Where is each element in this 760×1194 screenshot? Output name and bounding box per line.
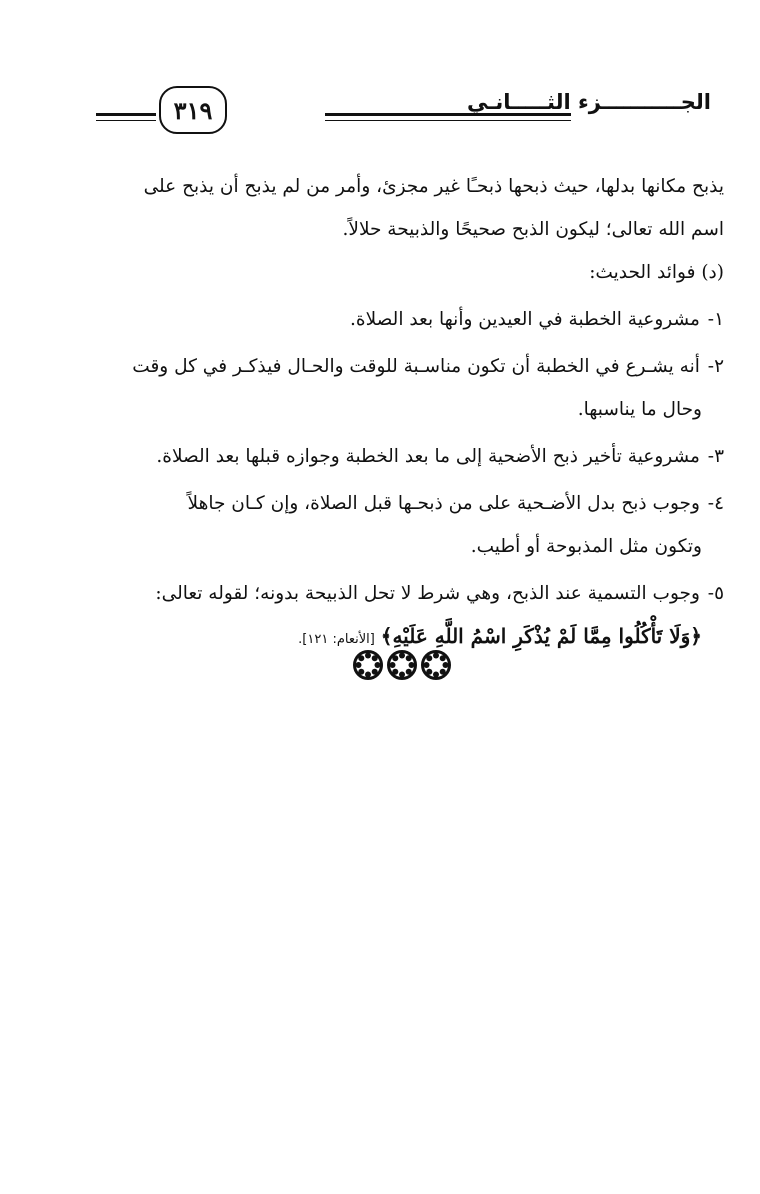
paragraph (108, 165, 724, 251)
item-number: ٣- (707, 446, 724, 467)
list-item (108, 572, 724, 661)
list-item (108, 298, 724, 341)
verse-citation: [الأنعام: ١٢١]. (298, 632, 375, 647)
list-item (108, 482, 724, 568)
item-text: أنه يشـرع في الخطبة أن تكون مناسـبة للوقت والحـال فيذكـر في كل وقت (132, 356, 700, 377)
page-number: ٣١٩ (173, 95, 213, 125)
page-body (108, 165, 724, 661)
item-text-continued: وتكون مثل المذبوحة أو أطيب. (470, 536, 702, 557)
quran-verse: ﴿وَلَا تَأْكُلُوا مِمَّا لَمْ يُذْكَرِ اسْمُ اللَّهِ عَلَيْهِ﴾ (380, 624, 702, 648)
item-text: مشروعية تأخير ذبح الأضحية إلى ما بعد الخطبة وجوازه قبلها بعد الصلاة. (156, 446, 700, 467)
item-number: ٢- (707, 356, 724, 377)
page-number-frame (159, 86, 227, 134)
item-number: ٥- (707, 583, 724, 604)
section-end-ornament (353, 650, 451, 680)
flower-icon (353, 650, 383, 680)
item-text: وجوب ذبح بدل الأضـحية على من ذبحـها قبل الصلاة، وإن كـان جاهلاً (187, 493, 700, 514)
list-item (108, 435, 724, 478)
paragraph-line: يذبح مكانها بدلها، حيث ذبحها ذبحـًا غير مجزئ، وأمر من لم يذبح أن يذبح على (143, 176, 724, 197)
item-number: ٤- (707, 493, 724, 514)
paragraph-line: اسم الله تعالى؛ ليكون الذبح صحيحًا والذبيحة حلالاً. (342, 219, 724, 240)
running-head: الجـــــــــــزء الثـــــانـي (466, 90, 711, 114)
item-number: ١- (707, 309, 724, 330)
item-text-continued: وحال ما يناسبها. (577, 399, 702, 420)
flower-icon (421, 650, 451, 680)
section-title: (د) فوائد الحديث: (589, 262, 724, 283)
item-text: وجوب التسمية عند الذبح، وهي شرط لا تحل الذبيحة بدونه؛ لقوله تعالى: (155, 583, 700, 604)
list-item (108, 345, 724, 431)
page-header (96, 86, 711, 136)
item-text: مشروعية الخطبة في العيدين وأنها بعد الصلاة. (350, 309, 700, 330)
header-rule-long (325, 113, 571, 121)
header-rule-short (96, 113, 156, 121)
flower-icon (387, 650, 417, 680)
